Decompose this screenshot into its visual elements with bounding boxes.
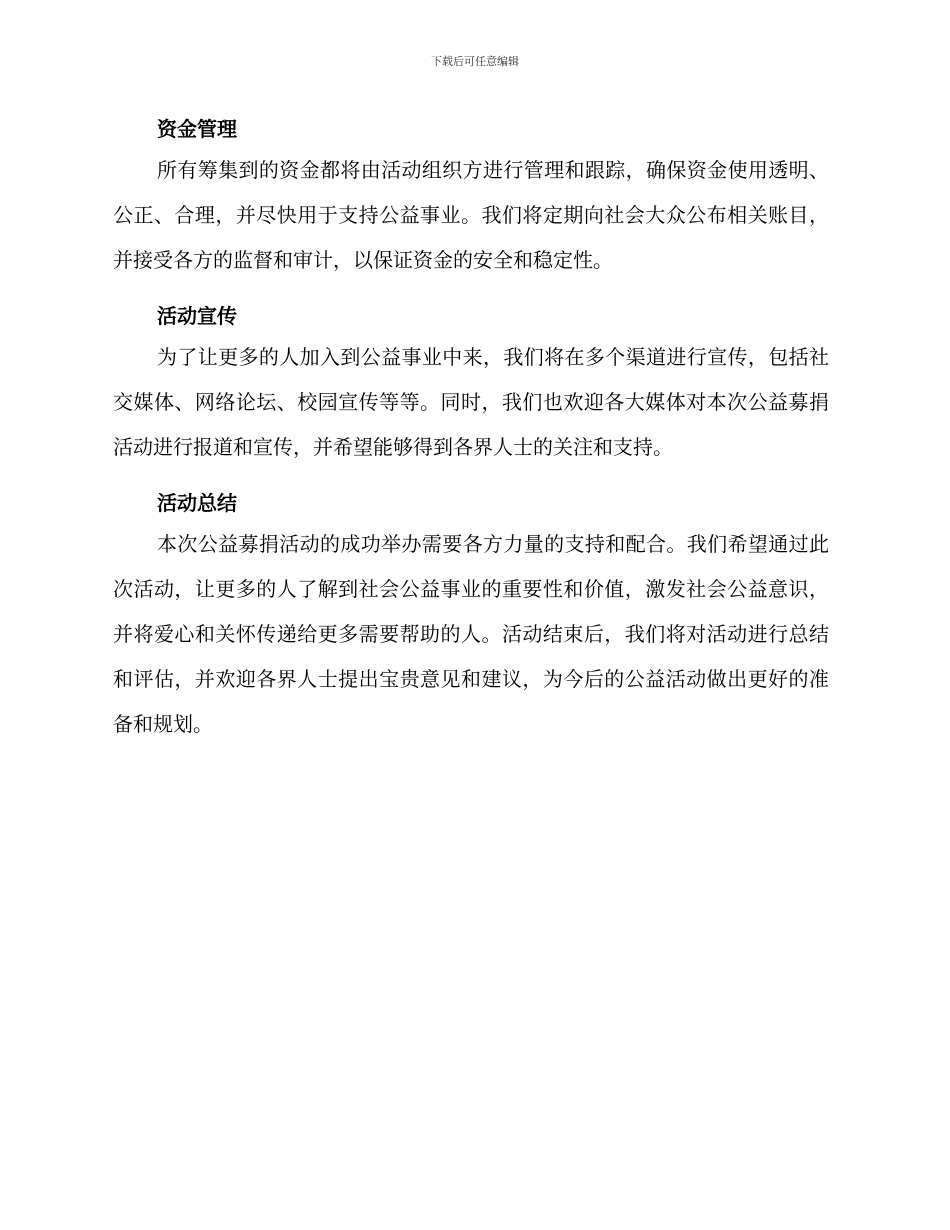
section-paragraph: 本次公益募捐活动的成功举办需要各方力量的支持和配合。我们希望通过此次活动，让更多的人了解到社会公益事业的重要性和价值，激发社会公益意识，并将爱心和关怀传递给更多需要帮助的人。活动结束后，我们将对活动进行总结和评估，并欢迎各界人士提出宝贵意见和建议，为今后的公益活动做出更好的准备和规划。 <box>113 532 829 736</box>
section-paragraph: 为了让更多的人加入到公益事业中来，我们将在多个渠道进行宣传，包括社交媒体、网络论坛、校园宣传等等。同时，我们也欢迎各大媒体对本次公益募捐活动进行报道和宣传，并希望能够得到各界人士的关注和支持。 <box>113 345 829 459</box>
page-header-note: 下载后可任意编辑 <box>431 55 519 68</box>
section-fund-management <box>113 110 829 283</box>
section-heading: 活动宣传 <box>157 304 237 328</box>
document-body <box>113 110 829 747</box>
section-heading: 资金管理 <box>157 117 237 141</box>
section-promotion <box>113 297 829 470</box>
section-heading: 活动总结 <box>157 491 237 515</box>
section-summary <box>113 484 829 747</box>
section-paragraph: 所有筹集到的资金都将由活动组织方进行管理和跟踪，确保资金使用透明、公正、合理，并尽快用于支持公益事业。我们将定期向社会大众公布相关账目，并接受各方的监督和审计，以保证资金的安全和稳定性。 <box>113 158 829 272</box>
